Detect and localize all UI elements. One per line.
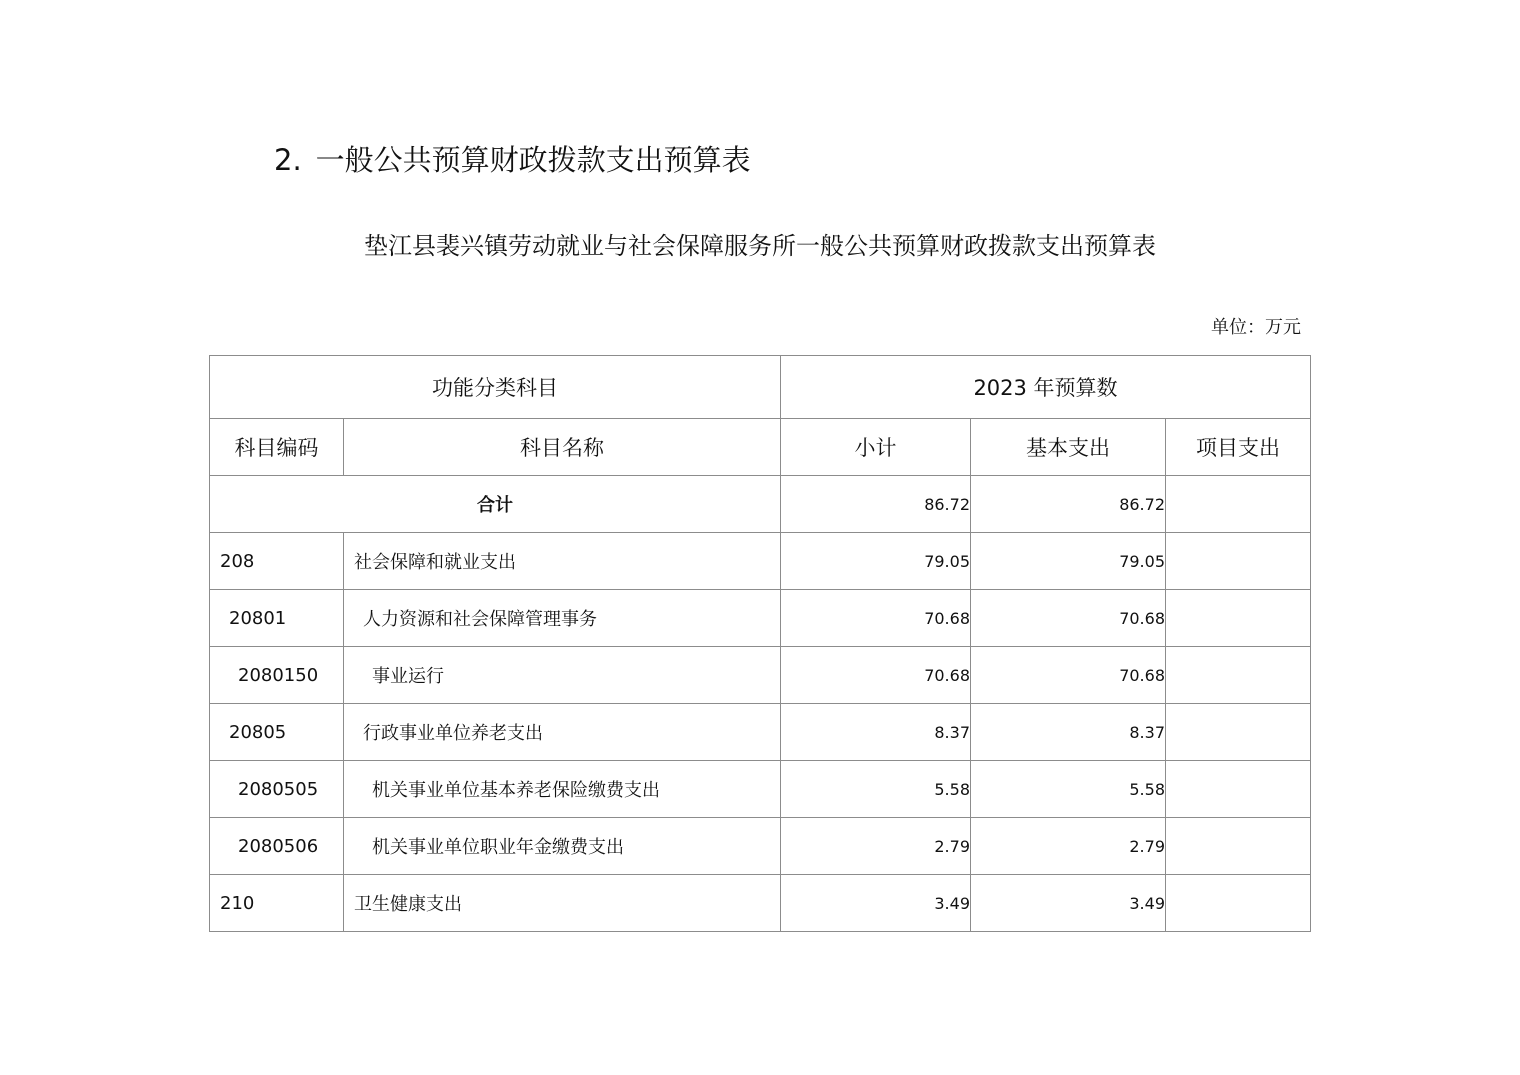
- row-subtotal: 70.68: [781, 590, 971, 647]
- total-row: [210, 476, 1311, 533]
- row-basic: 3.49: [971, 875, 1166, 932]
- row-name: 机关事业单位基本养老保险缴费支出: [344, 761, 781, 818]
- table-row: [210, 875, 1311, 932]
- row-project: [1166, 704, 1311, 761]
- header-row-2: [210, 419, 1311, 476]
- header-subtotal: 小计: [781, 419, 971, 476]
- row-project: [1166, 761, 1311, 818]
- row-project: [1166, 875, 1311, 932]
- table-row: [210, 647, 1311, 704]
- header-subject-code: 科目编码: [210, 419, 344, 476]
- row-name: 事业运行: [344, 647, 781, 704]
- row-basic: 70.68: [971, 647, 1166, 704]
- budget-table: [209, 355, 1311, 932]
- section-heading-text: 一般公共预算财政拨款支出预算表: [315, 143, 751, 177]
- row-project: [1166, 818, 1311, 875]
- row-subtotal: 70.68: [781, 647, 971, 704]
- row-project: [1166, 533, 1311, 590]
- header-budget-year: 2023 年预算数: [781, 356, 1311, 419]
- row-code: 20801: [210, 590, 344, 647]
- row-basic: 70.68: [971, 590, 1166, 647]
- row-name: 人力资源和社会保障管理事务: [344, 590, 781, 647]
- row-basic: 79.05: [971, 533, 1166, 590]
- row-subtotal: 8.37: [781, 704, 971, 761]
- table-row: [210, 761, 1311, 818]
- row-code: 208: [210, 533, 344, 590]
- row-name: 卫生健康支出: [344, 875, 781, 932]
- row-name: 机关事业单位职业年金缴费支出: [344, 818, 781, 875]
- table-row: [210, 818, 1311, 875]
- row-project: [1166, 647, 1311, 704]
- row-code: 20805: [210, 704, 344, 761]
- row-subtotal: 2.79: [781, 818, 971, 875]
- header-basic-expenditure: 基本支出: [971, 419, 1166, 476]
- row-basic: 2.79: [971, 818, 1166, 875]
- row-code: 210: [210, 875, 344, 932]
- header-subject-name: 科目名称: [344, 419, 781, 476]
- section-heading: [274, 138, 751, 182]
- total-label: 合计: [210, 476, 781, 533]
- total-subtotal: 86.72: [781, 476, 971, 533]
- header-project-expenditure: 项目支出: [1166, 419, 1311, 476]
- table-row: [210, 533, 1311, 590]
- unit-label: 单位：万元: [1211, 317, 1301, 338]
- table-row: [210, 704, 1311, 761]
- document-title: 垫江县裴兴镇劳动就业与社会保障服务所一般公共预算财政拨款支出预算表: [364, 232, 1156, 260]
- table-row: [210, 590, 1311, 647]
- section-number: 2.: [274, 143, 302, 177]
- header-row-1: [210, 356, 1311, 419]
- row-name: 行政事业单位养老支出: [344, 704, 781, 761]
- header-functional-category: 功能分类科目: [210, 356, 781, 419]
- row-code: 2080150: [210, 647, 344, 704]
- row-code: 2080506: [210, 818, 344, 875]
- row-name: 社会保障和就业支出: [344, 533, 781, 590]
- total-basic: 86.72: [971, 476, 1166, 533]
- row-project: [1166, 590, 1311, 647]
- total-project: [1166, 476, 1311, 533]
- row-code: 2080505: [210, 761, 344, 818]
- row-subtotal: 3.49: [781, 875, 971, 932]
- row-subtotal: 79.05: [781, 533, 971, 590]
- row-basic: 8.37: [971, 704, 1166, 761]
- row-subtotal: 5.58: [781, 761, 971, 818]
- row-basic: 5.58: [971, 761, 1166, 818]
